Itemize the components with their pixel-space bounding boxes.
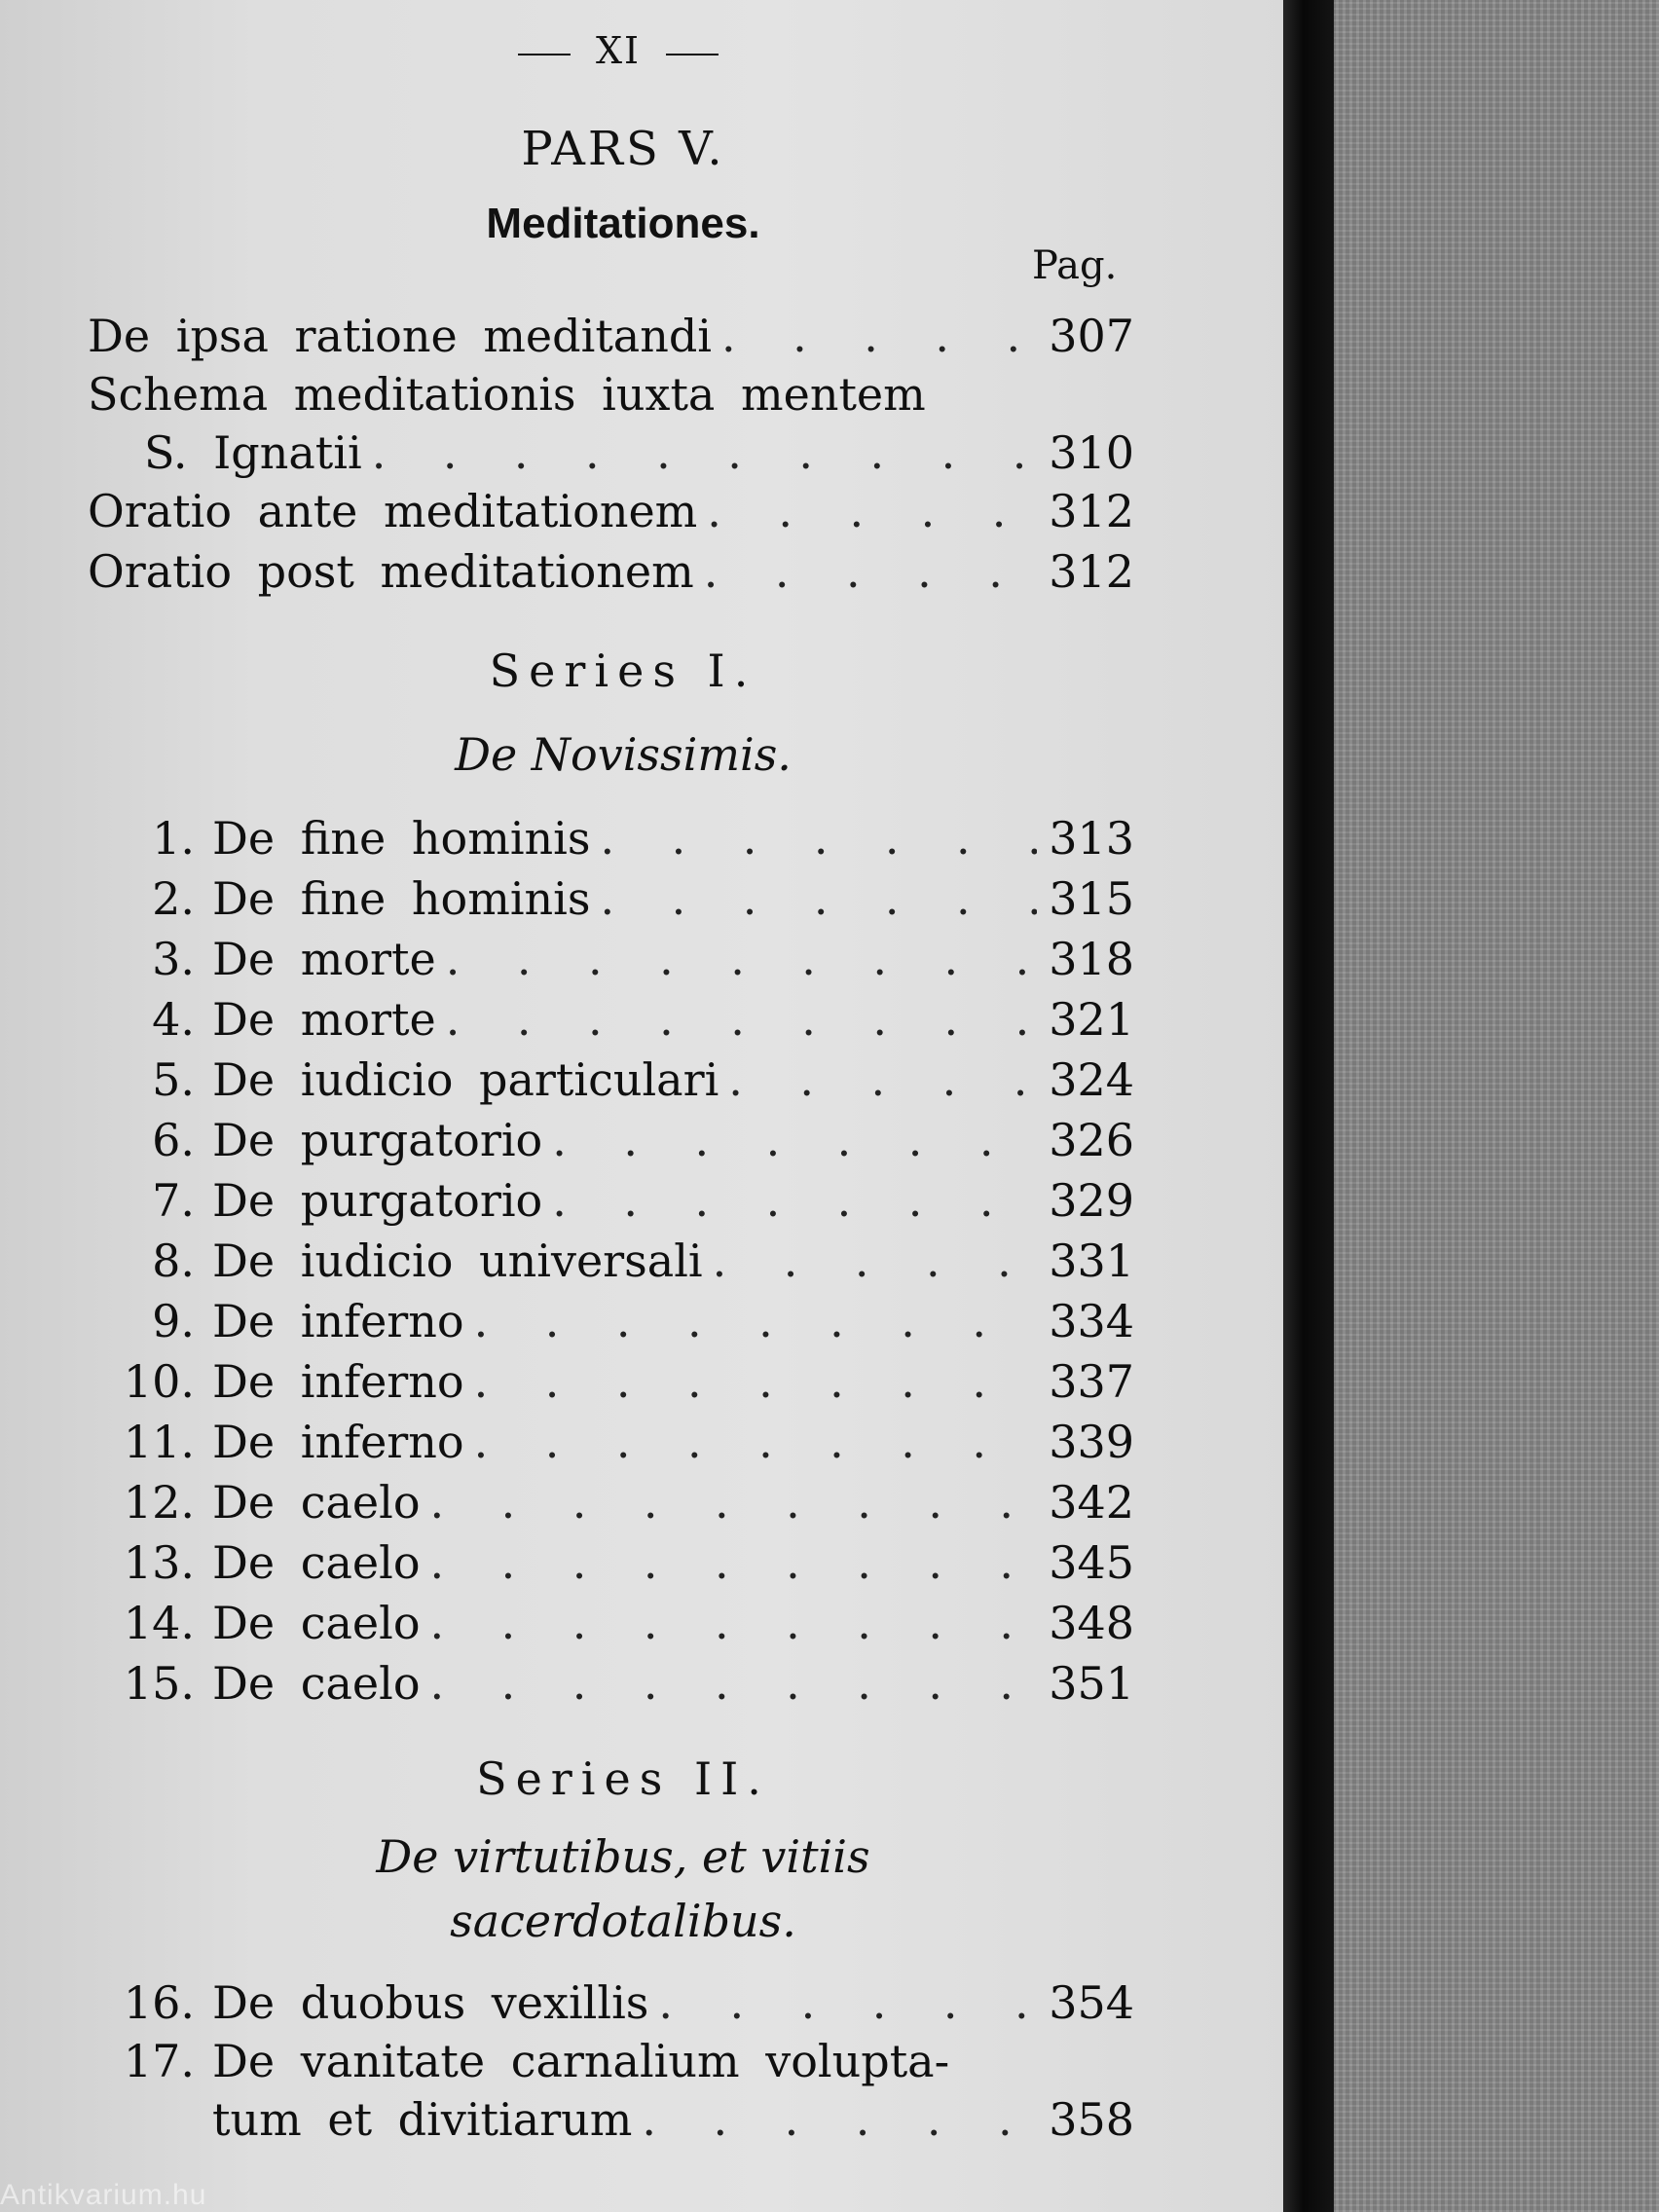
- toc-entry: [88, 993, 1134, 1051]
- entry-page: 312: [1049, 545, 1134, 598]
- dot-leader: [590, 872, 1037, 925]
- entry-text: De purgatorio: [212, 1114, 543, 1166]
- toc-entry: [88, 1976, 1134, 2035]
- section-title: Meditationes.: [486, 200, 760, 247]
- entry-number: 8.: [152, 1235, 195, 1287]
- series-2-subtitle-line2: sacerdotalibus.: [450, 1895, 796, 1947]
- entry-text: De caelo: [212, 1536, 421, 1589]
- dot-leader: [542, 1114, 1037, 1166]
- entry-number: 10.: [123, 1355, 195, 1408]
- toc-entry: [88, 872, 1134, 931]
- series-1-subtitle: De Novissimis.: [455, 728, 792, 781]
- dot-leader: [421, 1476, 1037, 1529]
- entry-text: De fine hominis: [212, 812, 591, 865]
- dot-leader: [421, 1657, 1037, 1710]
- dot-leader: [694, 545, 1037, 598]
- dot-leader: [362, 426, 1037, 479]
- entry-text: De caelo: [212, 1657, 421, 1710]
- toc-entry: [88, 1174, 1134, 1233]
- toc-entry: [88, 1536, 1134, 1595]
- page-number-roman: XI: [595, 29, 642, 72]
- entry-text: De caelo: [212, 1597, 421, 1649]
- entry-text: Oratio ante meditationem: [88, 485, 698, 537]
- dot-leader: [703, 1235, 1037, 1287]
- toc-entry: [88, 1355, 1134, 1414]
- toc-entry-intro-1: [88, 310, 1134, 368]
- entry-number: 6.: [152, 1114, 195, 1166]
- toc-entry-intro-2: [88, 368, 1134, 426]
- series-1-title: Series I.: [489, 645, 757, 697]
- entry-number: 12.: [123, 1476, 195, 1529]
- toc-entry: [88, 1235, 1134, 1293]
- header-dash-right: [666, 54, 719, 55]
- entry-number: 17.: [123, 2035, 195, 2087]
- toc-entry: [88, 812, 1134, 870]
- toc-entry: [88, 2035, 1134, 2093]
- toc-entry-intro-5: [88, 545, 1134, 604]
- toc-entry: [88, 1053, 1134, 1112]
- dot-leader: [464, 1295, 1037, 1347]
- entry-page: 358: [1049, 2093, 1134, 2146]
- entry-number: 2.: [152, 872, 195, 925]
- entry-page: 337: [1049, 1355, 1134, 1408]
- entry-page: 312: [1049, 485, 1134, 537]
- pars-title: PARS V.: [521, 122, 725, 176]
- entry-number: 5.: [152, 1053, 195, 1106]
- entry-number: 15.: [123, 1657, 195, 1710]
- entry-number: 9.: [152, 1295, 195, 1347]
- entry-text: De ipsa ratione meditandi: [88, 310, 713, 362]
- entry-number: 7.: [152, 1174, 195, 1227]
- entry-text: S. Ignatii: [144, 426, 362, 479]
- entry-text: Oratio post meditationem: [88, 545, 694, 598]
- entry-text: De morte: [212, 933, 436, 985]
- entry-text: De iudicio particulari: [212, 1053, 719, 1106]
- entry-number: 16.: [123, 1976, 195, 2029]
- entry-number: 1.: [152, 812, 195, 865]
- toc-entry: [88, 1657, 1134, 1715]
- entry-page: 329: [1049, 1174, 1134, 1227]
- dot-leader: [697, 485, 1037, 537]
- entry-page: 339: [1049, 1416, 1134, 1468]
- toc-entry-intro-4: [88, 485, 1134, 543]
- entry-page: 315: [1049, 872, 1134, 925]
- toc-entry: [88, 933, 1134, 991]
- entry-text: De purgatorio: [212, 1174, 543, 1227]
- dot-leader: [590, 812, 1037, 865]
- entry-number: 4.: [152, 993, 195, 1046]
- entry-text: De duobus vexillis: [212, 1976, 649, 2029]
- entry-page: 310: [1049, 426, 1134, 479]
- entry-page: 331: [1049, 1235, 1134, 1287]
- entry-page: 307: [1049, 310, 1134, 362]
- entry-page: 342: [1049, 1476, 1134, 1529]
- toc-entry: [88, 1597, 1134, 1655]
- toc-entry: [88, 1114, 1134, 1172]
- dot-leader: [464, 1416, 1037, 1468]
- entry-page: 318: [1049, 933, 1134, 985]
- page-header: [458, 29, 779, 72]
- entry-page: 313: [1049, 812, 1134, 865]
- entry-page: 326: [1049, 1114, 1134, 1166]
- entry-page: 324: [1049, 1053, 1134, 1106]
- header-dash-left: [518, 54, 571, 55]
- series-2-title: Series II.: [476, 1752, 770, 1805]
- dot-leader: [436, 993, 1037, 1046]
- entry-number: 13.: [123, 1536, 195, 1589]
- dot-leader: [421, 1597, 1037, 1649]
- entry-page: 348: [1049, 1597, 1134, 1649]
- dot-leader: [632, 2093, 1037, 2146]
- entry-page: 351: [1049, 1657, 1134, 1710]
- entry-number: 14.: [123, 1597, 195, 1649]
- entry-text: tum et divitiarum: [212, 2093, 633, 2146]
- entry-text: De iudicio universali: [212, 1235, 703, 1287]
- entry-text: Schema meditationis iuxta mentem: [88, 368, 926, 421]
- entry-page: 321: [1049, 993, 1134, 1046]
- book-spine: [1283, 0, 1334, 2212]
- toc-entry: [88, 1476, 1134, 1534]
- entry-text: De fine hominis: [212, 872, 591, 925]
- pag-label: Pag.: [1032, 243, 1118, 288]
- toc-entry: [88, 1295, 1134, 1353]
- entry-text: De inferno: [212, 1416, 464, 1468]
- entry-text: De vanitate carnalium volupta-: [212, 2035, 950, 2087]
- dot-leader: [542, 1174, 1037, 1227]
- dot-leader: [648, 1976, 1037, 2029]
- entry-text: De inferno: [212, 1295, 464, 1347]
- toc-entry: [88, 2093, 1134, 2152]
- dot-leader: [712, 310, 1037, 362]
- entry-page: 354: [1049, 1976, 1134, 2029]
- toc-entry-intro-3: [88, 426, 1134, 485]
- entry-text: De morte: [212, 993, 436, 1046]
- entry-page: 334: [1049, 1295, 1134, 1347]
- entry-text: De inferno: [212, 1355, 464, 1408]
- entry-number: 3.: [152, 933, 195, 985]
- entry-text: De caelo: [212, 1476, 421, 1529]
- dot-leader: [436, 933, 1037, 985]
- dot-leader: [421, 1536, 1037, 1589]
- series-2-subtitle-line1: De virtutibus, et vitiis: [376, 1830, 870, 1883]
- watermark: Antikvarium.hu: [0, 2179, 207, 2211]
- dot-leader: [719, 1053, 1037, 1106]
- entry-page: 345: [1049, 1536, 1134, 1589]
- dot-leader: [464, 1355, 1037, 1408]
- entry-number: 11.: [123, 1416, 195, 1468]
- toc-entry: [88, 1416, 1134, 1474]
